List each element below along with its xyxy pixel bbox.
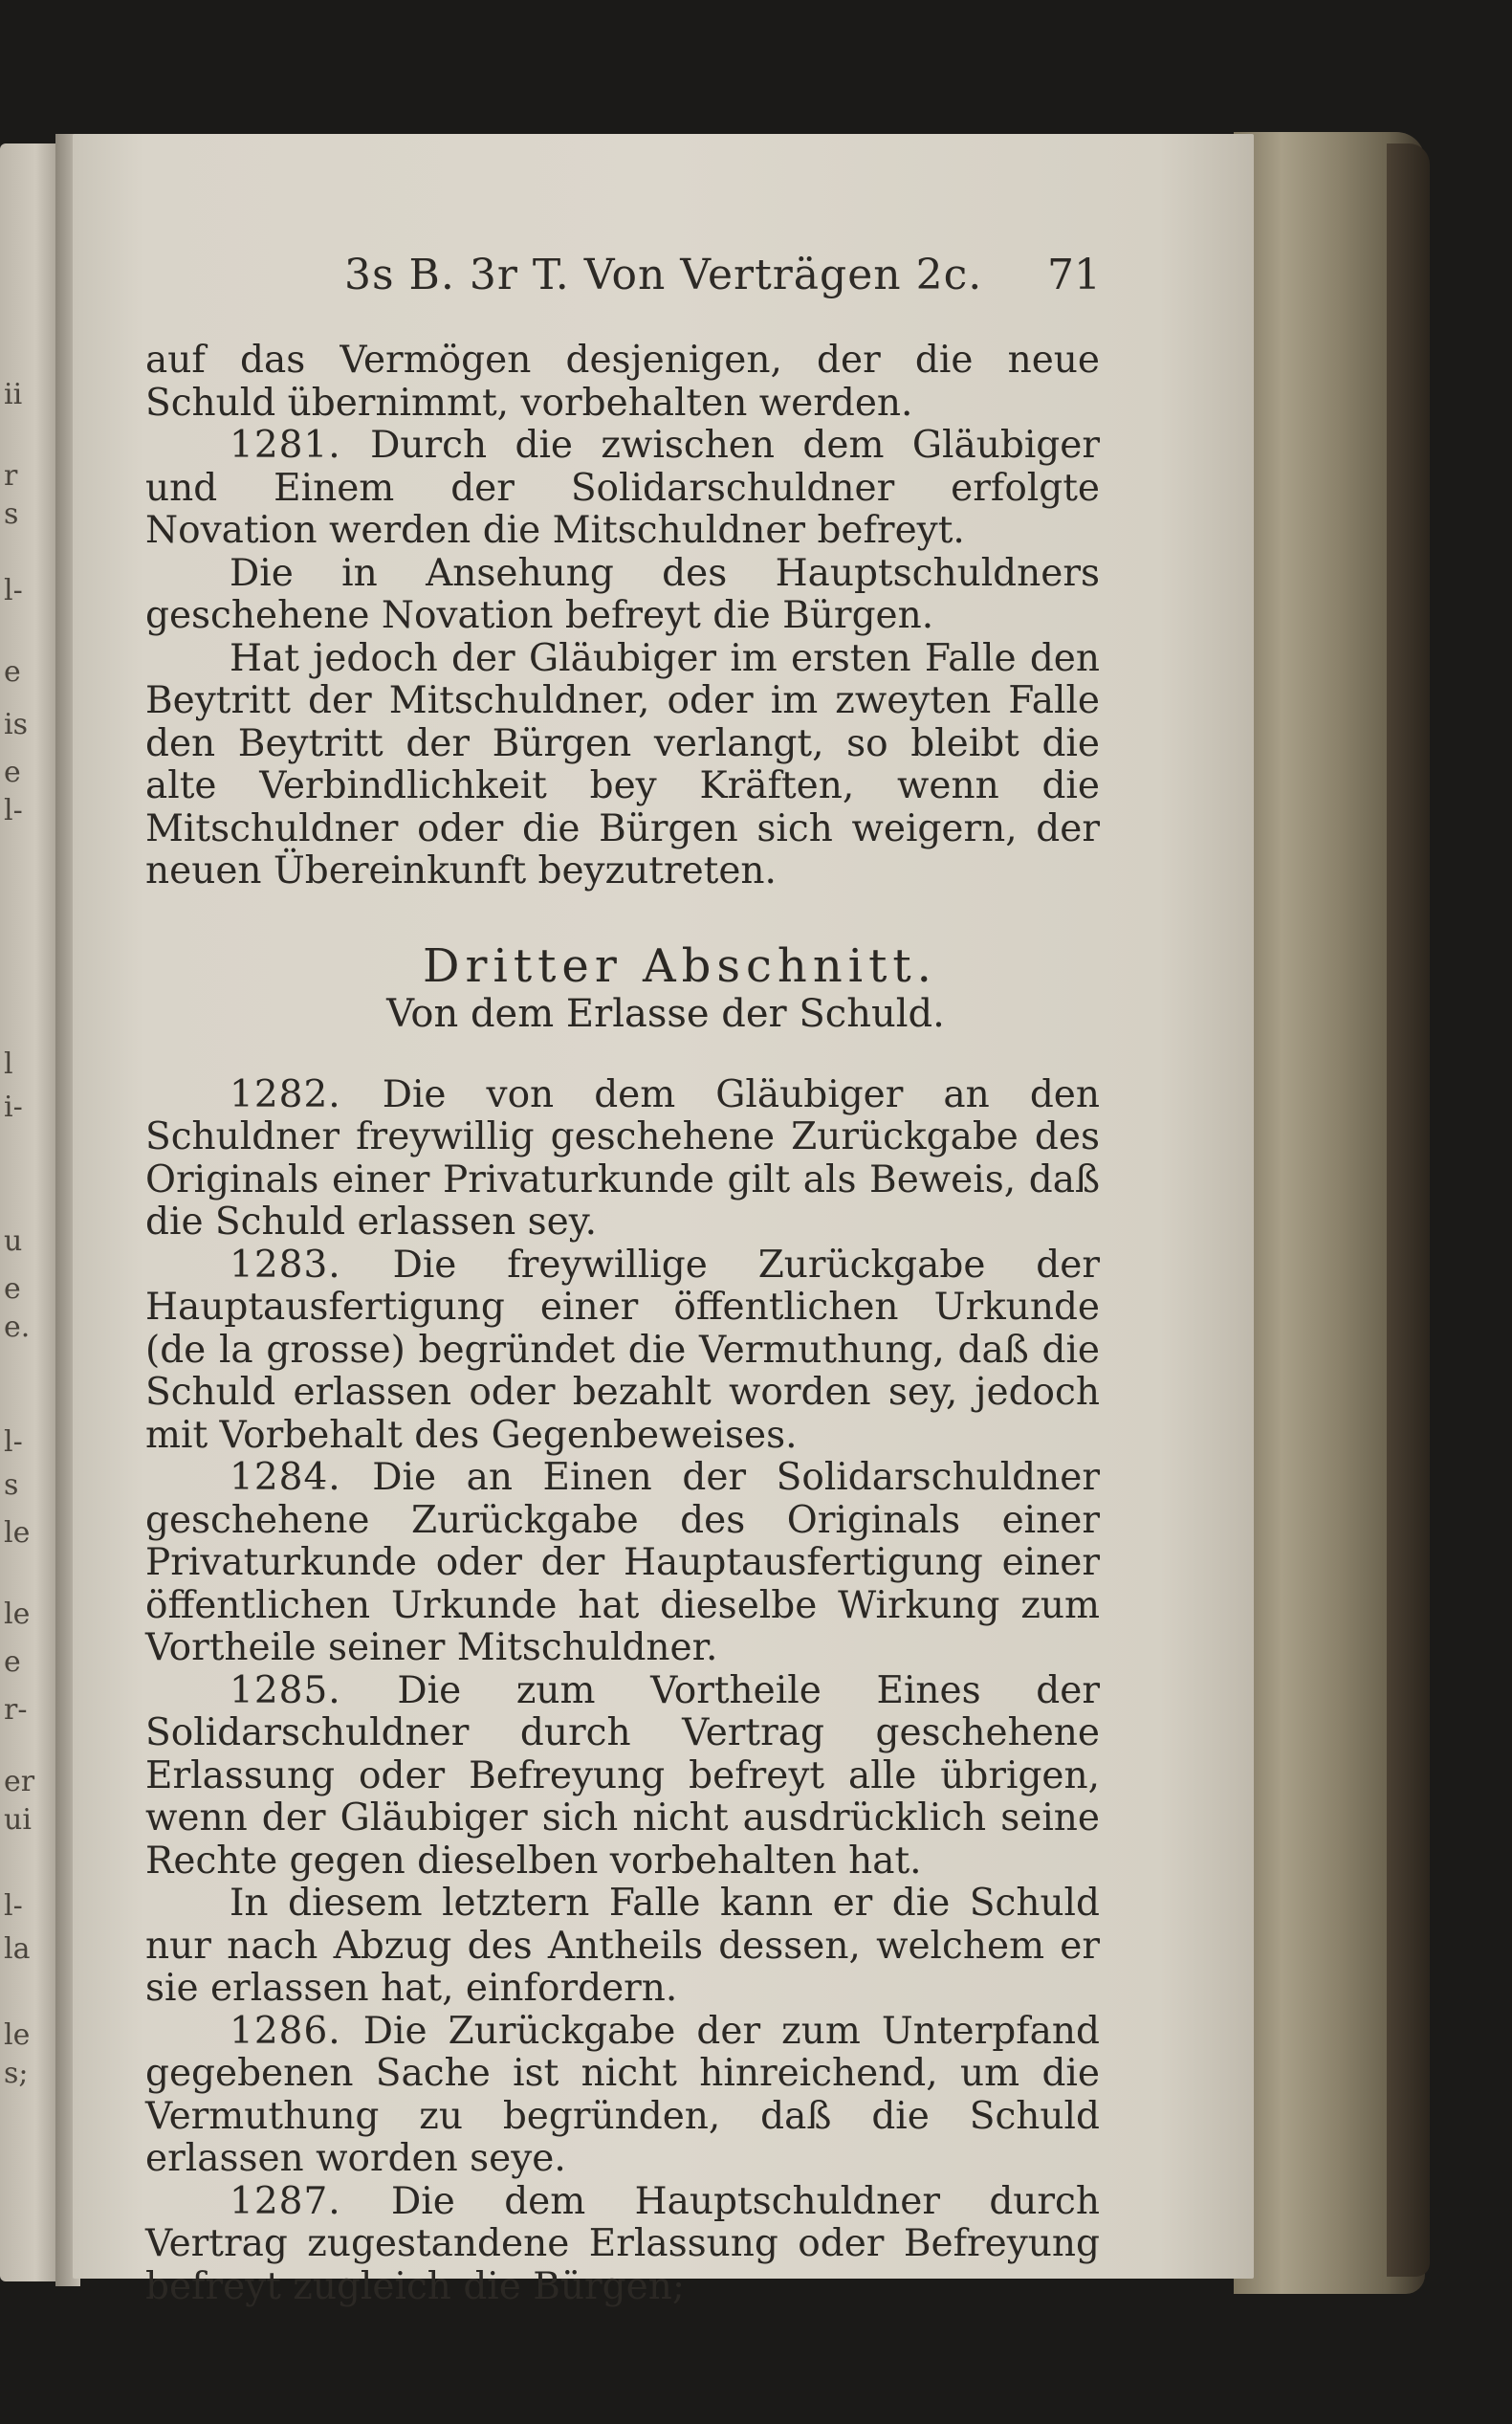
paragraph-text: In diesem letztern Falle kann er die Schuld nur nach Abzug des Antheils dessen, welchem er sie erlassen hat, einfordern. <box>145 1882 1100 2010</box>
paragraph-text: auf das Vermögen desjenigen, der die neue Schuld übernimmt, vorbehalten werden. <box>145 339 1100 425</box>
left-page-glyph: r <box>4 459 18 493</box>
article-number: 1283. <box>230 1243 393 1287</box>
left-page-glyph: le <box>4 1598 31 1631</box>
paragraph-text: Die dem Hauptschuldner durch Vertrag zugestandene Erlassung oder Befreyung befreyt zugleich die Bürgen; <box>145 2179 1101 2308</box>
left-page-glyph: i- <box>4 1091 23 1124</box>
left-page-glyph: le <box>4 2018 31 2052</box>
left-page-glyph: e <box>4 655 21 689</box>
left-page-glyph: e. <box>4 1311 31 1344</box>
paragraph-text: Die an Einen der Solidarschuldner geschehene Zurückgabe des Originals einer Privaturkunde oder der Hauptausfertigung einer öffentlichen Urkunde hat dieselbe Wirkung zum Vortheile seiner Mitschuldner. <box>145 1456 1100 1669</box>
running-head: 3s B. 3r T. Von Verträgen 2c. <box>344 251 983 299</box>
paragraph <box>145 425 1100 553</box>
paragraph <box>145 1245 1100 1458</box>
paragraph-text: Durch die zwischen dem Gläubiger und Einem der Solidarschuldner erfolgte Novation werden die Mitschuldner befreyt. <box>145 424 1100 552</box>
left-page-glyph: is <box>4 708 28 741</box>
paragraph <box>145 2181 1100 2309</box>
article-number: 1282. <box>230 1072 383 1116</box>
left-page-glyph: er <box>4 1765 35 1798</box>
left-page-glyph: s; <box>4 2057 29 2090</box>
paragraph <box>145 553 1100 638</box>
paragraph-text: Die in Ansehung des Hauptschuldners geschehene Novation befreyt die Bürgen. <box>145 551 1100 637</box>
paragraph-text: Die von dem Gläubiger an den Schuldner freywillig geschehene Zurückgabe des Originals einer Privaturkunde gilt als Beweis, daß die Schuld erlassen sey. <box>145 1072 1100 1244</box>
section-subheading: Von dem Erlasse der Schuld. <box>386 992 945 1036</box>
paragraph <box>145 1670 1100 1884</box>
paragraph-group-1 <box>145 340 1100 893</box>
left-page-glyph: s <box>4 1468 19 1502</box>
paragraph <box>145 1883 1100 2011</box>
paragraph-text: Die Zurückgabe der zum Unterpfand gegebenen Sache ist nicht hinreichend, um die Vermuthung zu begründen, daß die Schuld erlassen worden seye. <box>145 2009 1101 2180</box>
left-page-glyph: l- <box>4 794 23 827</box>
paragraph <box>145 638 1100 893</box>
section-heading: Dritter Abschnitt. <box>423 938 937 993</box>
left-page-glyph: l- <box>4 1425 23 1459</box>
paragraph-text: Die freywillige Zurückgabe der Hauptausfertigung einer öffentlichen Urkunde (de la grosse) begründet die Vermuthung, daß die Schuld erlassen oder bezahlt worden sey, jedoch mit Vorbehalt des Gegenbeweises. <box>145 1243 1100 1457</box>
article-number: 1287. <box>230 2179 392 2223</box>
paragraph <box>145 2011 1100 2181</box>
page-body <box>145 340 1100 2308</box>
paragraph <box>145 340 1100 425</box>
paragraph <box>145 1457 1100 1670</box>
left-page-glyph: e <box>4 1645 21 1679</box>
article-number: 1284. <box>230 1456 373 1499</box>
left-page-glyph: u <box>4 1224 23 1258</box>
paragraph-text: Die zum Vortheile Eines der Solidarschuldner durch Vertrag geschehene Erlassung oder Befreyung befreyt alle übrigen, wenn der Gläubiger sich nicht ausdrücklich seine Rechte gegen dieselben vorbehalten hat. <box>145 1668 1100 1883</box>
page-number: 71 <box>1047 251 1101 299</box>
article-number: 1281. <box>230 424 371 467</box>
article-number: 1286. <box>230 2009 363 2053</box>
left-page-glyph: ui <box>4 1803 32 1837</box>
left-page-glyph: ii <box>4 378 23 411</box>
left-page-glyph: l- <box>4 1889 23 1923</box>
left-page-glyph: l- <box>4 574 23 607</box>
article-number: 1285. <box>230 1668 398 1712</box>
left-page-glyph: la <box>4 1932 31 1966</box>
left-page-glyph: le <box>4 1516 31 1550</box>
paragraph-group-2 <box>145 1074 1100 2309</box>
left-page-glyph: s <box>4 497 19 531</box>
left-page-glyph: r- <box>4 1693 28 1727</box>
paragraph-text: Hat jedoch der Gläubiger im ersten Falle den Beytritt der Mitschuldner, oder im zweyten Falle den Beytritt der Bürgen verlangt, so bleibt die alte Verbindlichkeit bey Kräften, wenn die Mitschuldner oder die Bürgen sich weigern, der neuen Übereinkunft beyzutreten. <box>145 636 1100 892</box>
book-cover <box>1387 143 1430 2277</box>
paragraph <box>145 1074 1100 1245</box>
left-page-glyph: l <box>4 1047 13 1081</box>
left-page-glyph: e <box>4 756 21 789</box>
left-page-glyph: e <box>4 1272 21 1306</box>
